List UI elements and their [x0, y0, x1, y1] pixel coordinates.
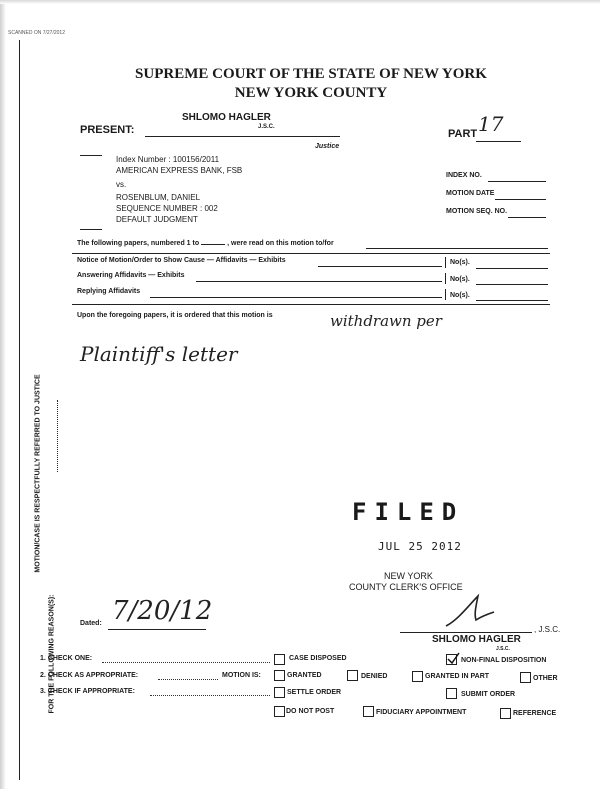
motion-type: DEFAULT JUDGMENT: [116, 215, 198, 224]
other-label: OTHER: [533, 675, 558, 682]
signature-name: SHLOMO HAGLER: [432, 634, 521, 645]
judge-name: SHLOMO HAGLER: [182, 112, 271, 123]
settle-order-label: SETTLE ORDER: [287, 689, 342, 696]
replying-nos: No(s).: [450, 292, 470, 299]
order-text: Upon the foregoing papers, it is ordered that this motion is: [77, 312, 273, 319]
granted-label: GRANTED: [287, 672, 322, 679]
judge-title: J.S.C.: [258, 124, 275, 130]
court-county: NEW YORK COUNTY: [234, 85, 388, 101]
left-margin-line: [19, 40, 20, 780]
denied-label: DENIED: [361, 673, 388, 680]
order-handwritten-2: Plaintiff's letter: [80, 342, 238, 366]
index-number: Index Number : 100156/2011: [116, 155, 220, 164]
answering-nos-bar: [445, 273, 446, 284]
motion-seq-label: MOTION SEQ. NO.: [446, 208, 508, 215]
check-two-dots: [158, 679, 218, 680]
replying-line: [150, 297, 442, 298]
order-handwritten-1: withdrawn per: [330, 312, 442, 330]
dated-line: [108, 629, 206, 630]
other-checkbox[interactable]: [520, 672, 531, 683]
motion-seq-line: [508, 217, 546, 218]
reference-label: REFERENCE: [513, 710, 557, 717]
filed-date: JUL 25 2012: [378, 540, 462, 553]
scan-edge-top: [0, 0, 600, 4]
case-disposed-checkbox[interactable]: [274, 654, 285, 665]
index-no-line: [488, 181, 546, 182]
answering-nos: No(s).: [450, 276, 470, 283]
signature-line: [400, 632, 532, 633]
notice-nos: No(s).: [450, 259, 470, 266]
filed-office-1: NEW YORK: [384, 571, 433, 581]
replying-label: Replying Affidavits: [77, 288, 141, 295]
answering-nos-line: [476, 284, 548, 285]
granted-in-part-label: GRANTED IN PART: [425, 673, 490, 680]
granted-in-part-checkbox[interactable]: [412, 671, 423, 682]
do-not-post-label: DO NOT POST: [286, 708, 335, 715]
granted-checkbox[interactable]: [274, 670, 285, 681]
side-dotted-line: [57, 400, 58, 472]
dated-label: Dated:: [80, 620, 102, 627]
answering-line: [196, 281, 442, 282]
notice-line: [318, 266, 442, 267]
index-no-label: INDEX NO.: [446, 172, 482, 179]
reference-checkbox[interactable]: [500, 708, 511, 719]
court-title: SUPREME COURT OF THE STATE OF NEW YORK: [135, 66, 487, 82]
part-line: [476, 141, 521, 142]
fiduciary-label: FIDUCIARY APPOINTMENT: [376, 709, 467, 716]
papers-rule: [72, 253, 550, 254]
submit-order-checkbox[interactable]: [446, 688, 457, 699]
do-not-post-checkbox[interactable]: [274, 706, 285, 717]
versus: vs.: [116, 180, 127, 189]
defendant: ROSENBLUM, DANIEL: [116, 193, 201, 202]
denied-checkbox[interactable]: [347, 670, 358, 681]
answering-label: Answering Affidavits — Exhibits: [77, 272, 185, 279]
plaintiff: AMERICAN EXPRESS BANK, FSB: [116, 166, 243, 175]
signature-suffix: , J.S.C.: [534, 625, 561, 634]
scan-edge: [0, 0, 6, 789]
non-final-label: NON-FINAL DISPOSITION: [461, 657, 547, 664]
motion-date-line: [495, 199, 546, 200]
check-two-label: 2. CHECK AS APPROPRIATE:: [40, 672, 139, 679]
check-mark-icon: [446, 651, 460, 665]
check-three-label: 3. CHECK IF APPROPRIATE:: [40, 688, 135, 695]
notice-nos-line: [476, 268, 548, 269]
papers-rule-bottom: [72, 304, 550, 305]
replying-nos-line: [476, 300, 548, 301]
dated-value: 7/20/12: [112, 596, 213, 626]
check-one-label: 1. CHECK ONE:: [40, 655, 93, 662]
present-label: PRESENT:: [80, 124, 135, 136]
scan-stamp: SCANNED ON 7/27/2012: [8, 30, 65, 36]
motion-is-label: MOTION IS:: [222, 672, 261, 679]
check-one-dots: [102, 662, 270, 663]
papers-intro: The following papers, numbered 1 to , were read on this motion to/for: [77, 240, 334, 247]
side-referral-text: MOTION/CASE IS RESPECTFULLY REFERRED TO JUSTICE: [34, 374, 42, 573]
notice-line-label: Notice of Motion/Order to Show Cause — Affidavits — Exhibits: [77, 257, 286, 264]
motion-for-line: [366, 248, 548, 249]
case-disposed-label: CASE DISPOSED: [289, 655, 347, 662]
notice-nos-bar: [445, 257, 446, 268]
part-label: PART: [448, 128, 478, 140]
side-reason-text: FOR THE FOLLOWING REASON(S):: [48, 594, 56, 714]
settle-order-checkbox[interactable]: [274, 687, 285, 698]
check-three-dots: [150, 695, 270, 696]
filed-office-2: COUNTY CLERK'S OFFICE: [349, 582, 463, 592]
case-dash: [80, 155, 102, 156]
submit-order-label: SUBMIT ORDER: [461, 691, 516, 698]
motion-date-label: MOTION DATE: [446, 190, 495, 197]
filed-stamp: FILED: [352, 498, 465, 526]
case-dash-bottom: [80, 229, 102, 230]
replying-nos-bar: [445, 289, 446, 300]
justice-label: Justice: [315, 143, 340, 150]
sequence-number: SEQUENCE NUMBER : 002: [116, 204, 218, 213]
part-value: 17: [478, 112, 504, 136]
present-line: [145, 136, 340, 137]
signature-scribble: [440, 590, 500, 635]
fiduciary-checkbox[interactable]: [363, 706, 374, 717]
signature-title: J.S.C.: [496, 646, 510, 652]
